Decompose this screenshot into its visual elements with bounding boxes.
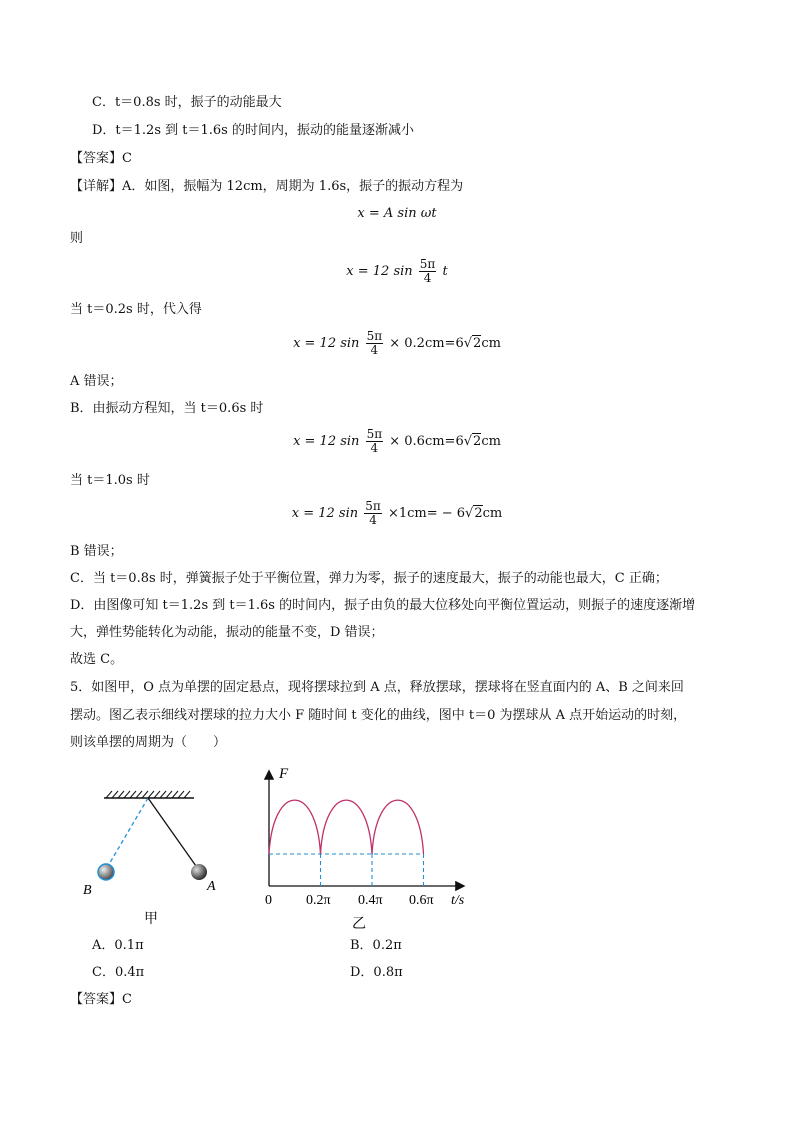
- option-d[interactable]: D．0.8π: [350, 965, 403, 980]
- label-a: A: [207, 879, 216, 894]
- option-c-prev: C．t＝0.8s 时，振子的动能最大: [92, 95, 282, 110]
- text-b-line: B．由振动方程知，当 t＝0.6s 时: [70, 401, 264, 416]
- string-to-b: [108, 798, 148, 866]
- text-d-line-1: D．由图像可知 t＝1.2s 到 t＝1.6s 的时间内，振子由负的最大位移处向平衡位置运动，则振子的速度逐渐增: [70, 598, 696, 613]
- option-b[interactable]: B．0.2π: [350, 938, 402, 953]
- text-c-line: C．当 t＝0.8s 时，弹簧振子处于平衡位置，弹力为零，振子的速度最大，振子的动能也最大，C 正确；: [70, 571, 668, 586]
- option-c[interactable]: C．0.4π: [92, 965, 145, 980]
- caption-yi: 乙: [352, 917, 366, 932]
- ball-b: [98, 864, 114, 880]
- option-d-prev: D．t＝1.2s 到 t＝1.6s 的时间内，振动的能量逐渐减小: [92, 123, 414, 138]
- equation-specific: x = 12 sin $\frac{5\pi}{4}$ t: [346, 257, 448, 285]
- equation-t10: x = 12 sin $\frac{5\pi}{4}$ ×1cm= − 6√2cm: [291, 499, 503, 527]
- ball-a: [191, 864, 207, 880]
- detail-intro: 【详解】A．如图，振幅为 12cm，周期为 1.6s，振子的振动方程为: [70, 179, 464, 194]
- question-5-line-2: 摆动。图乙表示细线对摆球的拉力大小 F 随时间 t 变化的曲线，图中 t＝0 为摆球从 A 点开始运动的时刻，: [70, 708, 687, 723]
- equation-t02: x = 12 sin $\frac{5\pi}{4}$ × 0.2cm=6√2cm: [293, 329, 501, 357]
- tick-label-1: 0.2π: [306, 893, 331, 908]
- text-when-02: 当 t＝0.2s 时，代入得: [70, 302, 202, 317]
- question-5-line-1: 5．如图甲，O 点为单摆的固定悬点，现将摆球拉到 A 点，释放摆球，摆球将在竖直面内的 A、B 之间来回: [70, 680, 684, 695]
- equation-t06: x = 12 sin $\frac{5\pi}{4}$ × 0.6cm=6√2cm: [293, 427, 501, 455]
- text-a-wrong: A 错误；: [70, 374, 123, 389]
- force-arc-1: [269, 800, 321, 854]
- pendulum-figure: [70, 780, 220, 930]
- question-5-line-3: 则该单摆的周期为（ ）: [70, 735, 227, 750]
- answer-label-2: 【答案】C: [70, 992, 132, 1007]
- force-arc-3: [372, 800, 424, 854]
- text-when-10: 当 t＝1.0s 时: [70, 473, 150, 488]
- text-d-line-2: 大，弹性势能转化为动能，振动的能量不变，D 错误；: [70, 625, 384, 640]
- caption-jia: 甲: [144, 912, 158, 927]
- label-b: B: [83, 883, 92, 898]
- y-axis-label: F: [279, 766, 289, 782]
- string-to-a: [148, 798, 196, 866]
- tick-label-2: 0.4π: [358, 893, 383, 908]
- dashed-guides: [269, 854, 424, 886]
- ceiling-hatch: [106, 791, 190, 798]
- origin-label: 0: [265, 893, 272, 908]
- tick-label-3: 0.6π: [409, 893, 434, 908]
- force-arc-2: [321, 800, 373, 854]
- option-a[interactable]: A．0.1π: [92, 938, 144, 953]
- answer-label-1: 【答案】C: [70, 151, 132, 166]
- text-choose: 故选 C。: [70, 652, 124, 667]
- equation-general: x = A sin ωt: [357, 206, 437, 221]
- text-then: 则: [70, 231, 84, 246]
- x-axis-label: t/s: [451, 893, 465, 908]
- text-b-wrong: B 错误；: [70, 544, 123, 559]
- force-time-graph: [255, 762, 475, 952]
- force-curve: [269, 800, 424, 854]
